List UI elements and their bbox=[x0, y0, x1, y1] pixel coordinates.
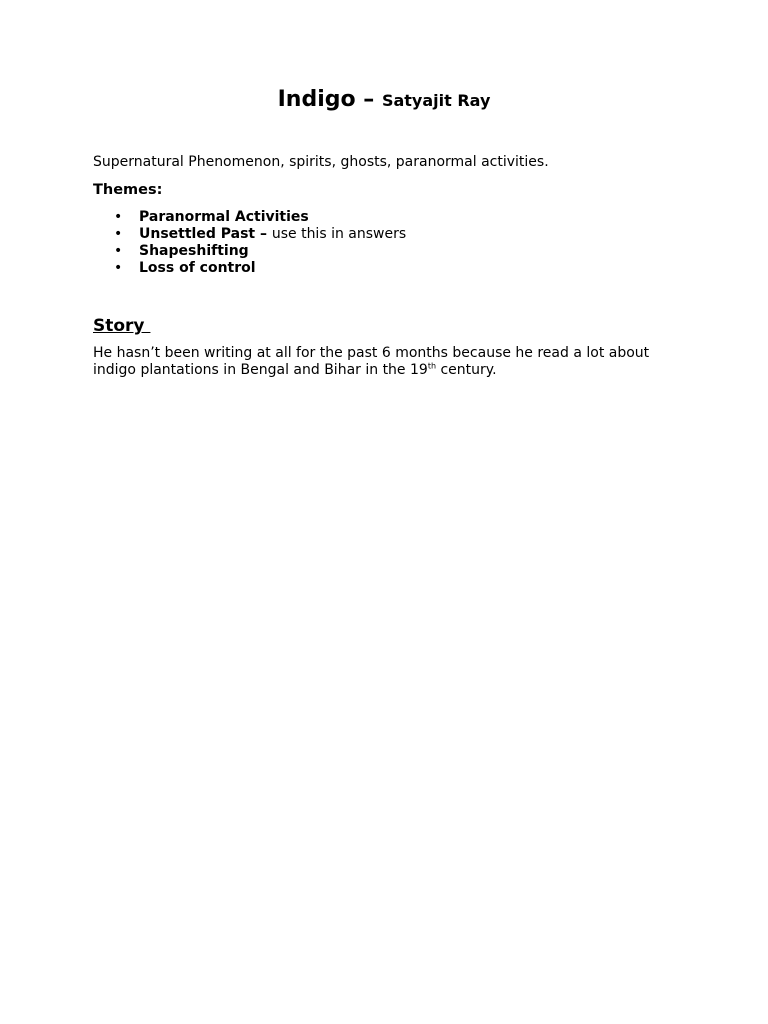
intro-paragraph: Supernatural Phenomenon, spirits, ghosts, paranormal activities. bbox=[93, 154, 549, 170]
theme-note: use this in answers bbox=[271, 226, 407, 242]
themes-list bbox=[93, 209, 406, 277]
title-separator: – bbox=[355, 87, 382, 112]
list-item bbox=[93, 260, 406, 277]
theme-label: Unsettled Past – bbox=[139, 226, 272, 242]
theme-label: Paranormal Activities bbox=[139, 209, 309, 225]
document-title bbox=[0, 86, 768, 115]
list-item bbox=[93, 243, 406, 260]
bullet-icon: • bbox=[114, 260, 123, 276]
theme-label: Loss of control bbox=[139, 260, 256, 276]
list-item bbox=[93, 226, 406, 243]
story-line-2 bbox=[93, 362, 693, 379]
bullet-icon: • bbox=[114, 243, 123, 259]
title-author: Satyajit Ray bbox=[381, 91, 491, 110]
story-line-2-text: indigo plantations in Bengal and Bihar in the 19 bbox=[93, 361, 428, 378]
story-line-2-end: century. bbox=[436, 361, 497, 378]
bullet-icon: • bbox=[114, 226, 123, 242]
story-paragraph bbox=[93, 345, 693, 378]
bullet-icon: • bbox=[114, 209, 123, 225]
story-line-1: He hasn’t been writing at all for the past 6 months because he read a lot about bbox=[93, 345, 650, 361]
ordinal-superscript: th bbox=[427, 360, 437, 370]
title-main: Indigo bbox=[277, 87, 356, 112]
story-heading: Story bbox=[93, 316, 151, 336]
list-item bbox=[93, 209, 406, 226]
themes-heading: Themes: bbox=[93, 182, 163, 198]
theme-label: Shapeshifting bbox=[139, 243, 249, 259]
